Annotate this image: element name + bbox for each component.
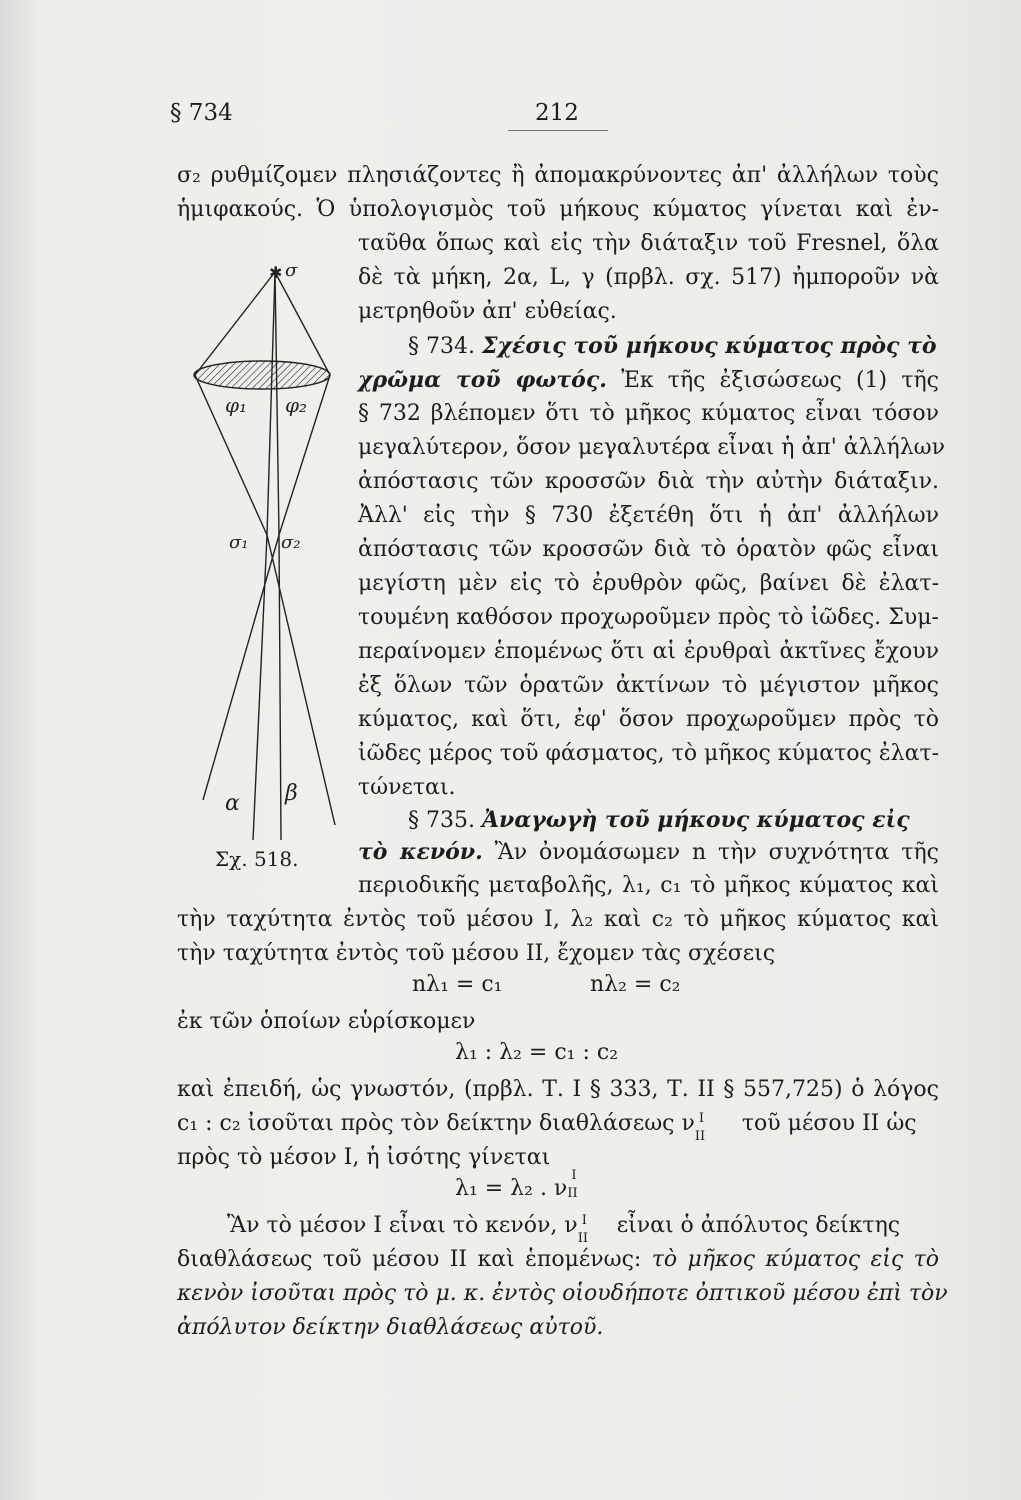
text-line: ἰῶδες μέρος τοῦ φάσματος, τὸ μῆκος κύματος ἐλατ- xyxy=(358,741,940,766)
text-line xyxy=(358,836,939,868)
ray-beta xyxy=(267,535,335,825)
text-span: διαθλάσεως τοῦ μέσου ΙΙ καὶ ἑπομένως: xyxy=(177,1247,642,1272)
section-header: § 734 xyxy=(170,100,233,126)
label-sigma1: σ₁ xyxy=(229,532,249,553)
text-line-italic: ἀπόλυτον δείκτην διαθλάσεως αὐτοῦ. xyxy=(177,1315,604,1340)
equation-1a: nλ₁ = c₁ xyxy=(412,972,503,997)
text-line xyxy=(358,364,939,396)
text-line: περιοδικῆς μεταβολῆς, λ₁, c₁ τὸ μῆκος κύματος καὶ xyxy=(358,873,939,898)
text-line xyxy=(177,1244,939,1276)
text-line: πρὸς τὸ μέσον Ι, ἡ ἰσότης γίνεται xyxy=(177,1145,551,1170)
text-span-italic: τὸ μῆκος κύματος εἰς τὸ xyxy=(651,1247,939,1272)
text-line: περαίνομεν ἑπομένως ὅτι αἱ ἐρυθραὶ ἀκτῖνες ἔχουν xyxy=(358,639,939,664)
text-span: Ἐκ τῆς ἐξισώσεως (1) τῆς xyxy=(621,368,939,393)
section-number: § 734. xyxy=(408,334,475,359)
section-title-cont: τὸ κενόν. xyxy=(358,839,483,865)
text-span: τοῦ μέσου ΙΙ ὡς xyxy=(741,1111,917,1136)
text-span: εἶναι ὁ ἀπόλυτος δείκτης xyxy=(616,1213,901,1238)
text-line: μεγίστη μὲν εἰς τὸ ἐρυθρὸν φῶς, βαίνει δὲ ἐλατ- xyxy=(358,571,939,596)
text-line: τώνεται. xyxy=(358,775,456,800)
text-line: τὴν ταχύτητα ἐντὸς τοῦ μέσου Ι, λ₂ καὶ c₂ τὸ μῆκος κύματος καὶ xyxy=(177,907,939,932)
ray-center-2 xyxy=(275,272,279,535)
header-rule xyxy=(508,130,608,131)
label-phi1: φ₁ xyxy=(225,393,248,417)
refraction-index-label: I II xyxy=(577,1213,588,1246)
section-heading-734 xyxy=(358,330,939,362)
lens-diagram xyxy=(185,250,345,890)
text-line: τὴν ταχύτητα ἐντὸς τοῦ μέσου ΙΙ, ἔχομεν τὰς σχέσεις xyxy=(177,941,776,966)
text-line: ἡμιφακούς. Ὁ ὑπολογισμὸς τοῦ μήκους κύματος γίνεται καὶ ἐν- xyxy=(177,197,939,222)
section-title: Σχέσις τοῦ μήκους κύματος πρὸς τὸ xyxy=(481,333,937,359)
text-span: Ἂν ὀνομάσωμεν n τὴν συχνότητα τῆς xyxy=(494,840,939,865)
text-line-italic: κενὸν ἰσοῦται πρὸς τὸ μ. κ. ἐντὸς οἱουδήποτε ὀπτικοῦ μέσου ἐπὶ τὸν xyxy=(177,1281,948,1306)
text-line: μετρηθοῦν ἀπ' εὐθείας. xyxy=(358,299,617,324)
equation-1b: nλ₂ = c₂ xyxy=(590,972,681,997)
text-line xyxy=(177,1108,939,1144)
label-beta: β xyxy=(285,781,298,806)
text-line: δὲ τὰ μήκη, 2α, L, γ (πρβλ. σχ. 517) ἠμποροῦν νὰ xyxy=(358,265,939,290)
figure-caption: Σχ. 518. xyxy=(215,847,299,871)
ray-center-1 xyxy=(267,272,275,535)
text-line: κύματος, καὶ ὅτι, ἐφ' ὅσον προχωροῦμεν πρὸς τὸ xyxy=(358,707,939,732)
lens-ellipse xyxy=(194,361,330,389)
ray-alpha xyxy=(203,535,279,800)
section-number: § 735. xyxy=(408,808,475,833)
section-heading-735 xyxy=(358,804,939,836)
text-line: καὶ ἐπειδή, ὡς γνωστόν, (πρβλ. Τ. Ι § 333, Τ. ΙΙ § 557,725) ὁ λόγος xyxy=(177,1077,939,1102)
text-span: c₁ : c₂ ἰσοῦται πρὸς τὸν δείκτην διαθλάσεως ν xyxy=(177,1111,695,1136)
cone-line-left xyxy=(195,272,275,375)
label-sigma: σ xyxy=(285,260,298,281)
text-span: Ἂν τὸ μέσον Ι εἶναι τὸ κενόν, ν xyxy=(227,1213,578,1238)
source-star-icon: ✱ xyxy=(269,263,283,282)
ray-down-1 xyxy=(253,535,267,840)
refraction-index-label: I II xyxy=(694,1111,706,1144)
text-line xyxy=(177,1210,939,1246)
text-line: ἀπόστασις τῶν κροσσῶν διὰ τὴν αὐτὴν διάταξιν. xyxy=(358,469,939,494)
page-number: 212 xyxy=(535,100,579,126)
text-line: ἐκ τῶν ὁποίων εὑρίσκομεν xyxy=(177,1009,476,1034)
text-line: ταῦθα ὅπως καὶ εἰς τὴν διάταξιν τοῦ Fresnel, ὅλα xyxy=(358,231,939,256)
text-line: ἐξ ὅλων τῶν ὁρατῶν ἀκτίνων τὸ μέγιστον μῆκος xyxy=(358,673,939,698)
text-line: ἀπόστασις τῶν κροσσῶν διὰ τὸ ὁρατὸν φῶς εἶναι xyxy=(358,537,939,562)
ray-down-2 xyxy=(279,535,281,840)
equation-3: λ₁ = λ₂ . ν I II xyxy=(455,1176,589,1201)
label-alpha: α xyxy=(225,791,240,816)
refraction-index-label: I II xyxy=(567,1168,578,1201)
text-line: μεγαλύτερον, ὅσον μεγαλυτέρα εἶναι ἡ ἀπ' ἀλλήλων xyxy=(358,435,945,460)
text-line: Ἀλλ' εἰς τὴν § 730 ἐξετέθη ὅτι ἡ ἀπ' ἀλλήλων xyxy=(358,503,939,528)
text-line: τουμένη καθόσον προχωροῦμεν πρὸς τὸ ἰῶδες. Συμ- xyxy=(358,605,939,630)
equation-2: λ₁ : λ₂ = c₁ : c₂ xyxy=(455,1040,619,1065)
label-sigma2: σ₂ xyxy=(281,532,301,553)
figure-518 xyxy=(185,250,345,890)
section-title: Ἀναγωγὴ τοῦ μήκους κύματος εἰς xyxy=(481,807,910,833)
text-line: σ₂ ρυθμίζομεν πλησιάζοντες ἢ ἀπομακρύνοντες ἀπ' ἀλλήλων τοὺς xyxy=(177,163,939,188)
cone-line-right xyxy=(275,272,330,375)
section-title-cont: χρῶμα τοῦ φωτός. xyxy=(358,367,607,393)
text-line: § 732 βλέπομεν ὅτι τὸ μῆκος κύματος εἶναι τόσον xyxy=(358,401,939,426)
label-phi2: φ₂ xyxy=(285,393,308,417)
